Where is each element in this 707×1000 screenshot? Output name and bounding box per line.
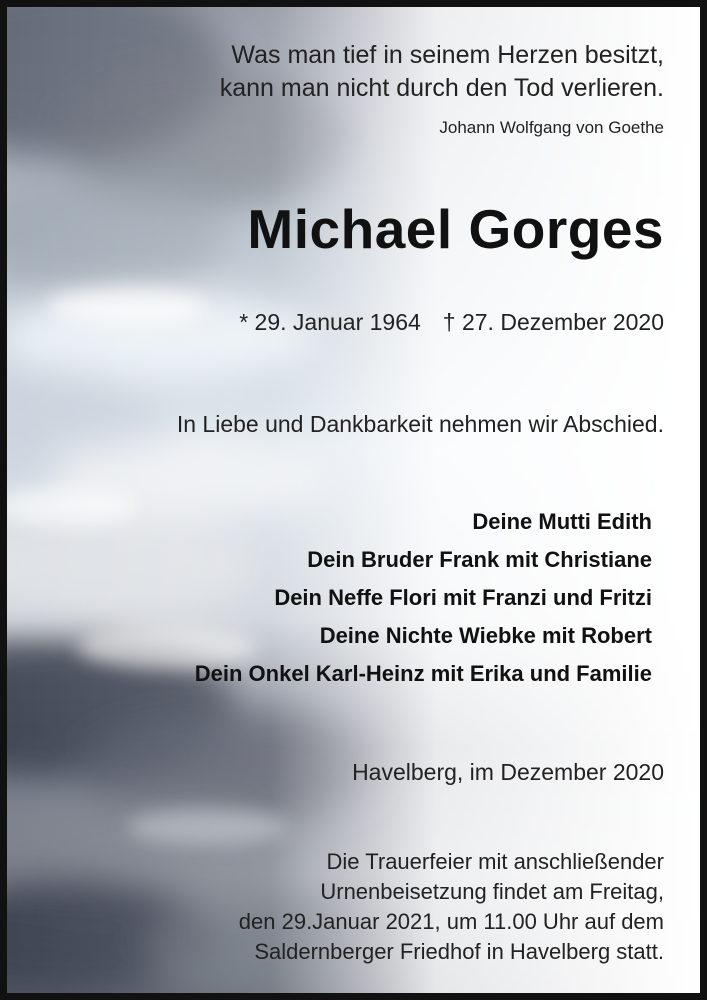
quote-author: Johann Wolfgang von Goethe — [439, 118, 664, 137]
notice-text-layer — [7, 7, 700, 993]
mourners-list — [195, 503, 652, 693]
birth-date: * 29. Januar 1964 — [239, 309, 421, 335]
life-dates — [239, 307, 664, 337]
place-and-date: Havelberg, im Dezember 2020 — [352, 759, 664, 785]
ceremony-line: Die Trauerfeier mit anschließender — [326, 849, 664, 874]
goethe-quote — [220, 39, 664, 105]
mourner-entry: Dein Onkel Karl-Heinz mit Erika und Familie — [194, 661, 652, 686]
mourner-entry: Dein Bruder Frank mit Christiane — [307, 547, 652, 572]
funeral-ceremony-info — [239, 847, 664, 967]
ceremony-line: Saldernberger Friedhof in Havelberg statt. — [254, 939, 664, 964]
death-date: † 27. Dezember 2020 — [442, 309, 664, 335]
ceremony-line: den 29.Januar 2021, um 11.00 Uhr auf dem — [238, 909, 664, 934]
ceremony-line: Urnenbeisetzung findet am Freitag, — [320, 879, 664, 904]
mourner-entry: Deine Nichte Wiebke mit Robert — [319, 623, 652, 648]
deceased-name: Michael Gorges — [247, 198, 664, 260]
quote-line: kann man nicht durch den Tod verlieren. — [219, 74, 664, 102]
quote-line: Was man tief in seinem Herzen besitzt, — [231, 41, 664, 69]
mourner-entry: Deine Mutti Edith — [472, 509, 652, 534]
mourner-entry: Dein Neffe Flori mit Franzi und Fritzi — [274, 585, 652, 610]
farewell-text: In Liebe und Dankbarkeit nehmen wir Abschied. — [176, 411, 664, 437]
